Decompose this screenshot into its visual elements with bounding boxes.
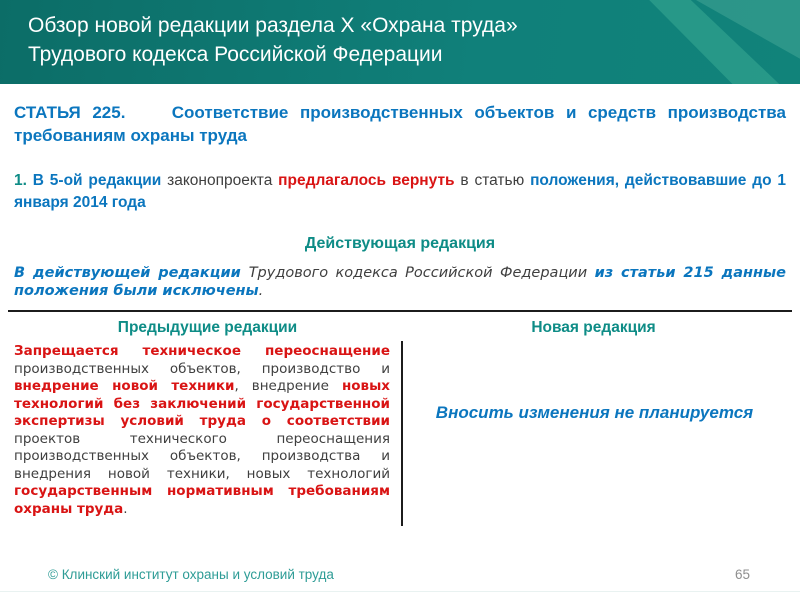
intro-paragraph — [14, 170, 786, 213]
intro-proposed: предлагалось вернуть — [278, 172, 461, 189]
column-header-previous-editions: Предыдущие редакции — [117, 319, 298, 336]
current-edition-paragraph — [14, 264, 786, 300]
cell-seg-red2: внедрение новой техники — [14, 378, 235, 394]
intro-number: 1. — [14, 172, 33, 189]
slide-body — [0, 84, 800, 526]
table-top-rule — [8, 310, 792, 312]
current-seg-dot: . — [258, 283, 264, 299]
cell-seg-dark3: проектов технического переоснащения производственных объектов, производства и внедрения новой техники, новых технологий — [14, 430, 390, 482]
bottom-divider — [0, 591, 800, 592]
current-seg-dark: Трудового кодекса Российской Федерации — [248, 265, 595, 281]
intro-into-article: в статью — [460, 172, 531, 189]
previous-editions-cell — [14, 341, 401, 526]
intro-provisions: положения, действовавшие до 1 января 2014 года — [14, 172, 786, 211]
column-header-new-edition: Новая редакция — [531, 319, 656, 336]
cell-seg-dot: . — [123, 500, 128, 517]
slide-header — [0, 0, 800, 84]
cell-seg-red4: государственным нормативным требованиям охраны труда — [14, 483, 390, 517]
current-edition-heading: Действующая редакция — [304, 235, 496, 252]
cell-seg-dark1: производственных объектов, производство и — [14, 360, 390, 377]
current-seg-blue2: из статьи 215 данные положения были исключены — [14, 265, 786, 299]
slide-title — [28, 11, 728, 69]
article-heading: СТАТЬЯ 225. Соответствие производственных объектов и средств производства требованиям охраны труда — [14, 103, 786, 145]
intro-edition: В 5-ой редакции — [32, 172, 168, 189]
cell-seg-red1: Запрещается техническое переоснащение — [14, 343, 390, 359]
table-body-row — [14, 341, 786, 526]
no-changes-planned-text: Вносить изменения не планируется — [435, 402, 754, 422]
slide-title-line1: Обзор новой редакции раздела X «Охрана труда» — [28, 14, 518, 37]
table-header-row — [14, 317, 786, 339]
new-edition-cell — [401, 341, 786, 526]
slide-title-line2: Трудового кодекса Российской Федерации — [28, 43, 443, 66]
page-number: 65 — [734, 567, 750, 582]
intro-bill: законопроекта — [167, 172, 279, 189]
current-seg-blue1: В действующей редакции — [14, 265, 249, 281]
cell-seg-red3: новых технологий без заключений государственной экспертизы условий труда о соответствии — [14, 378, 390, 429]
cell-seg-dark2: , внедрение — [234, 378, 342, 394]
footer-copyright: © Клинский институт охраны и условий труда — [48, 567, 334, 582]
